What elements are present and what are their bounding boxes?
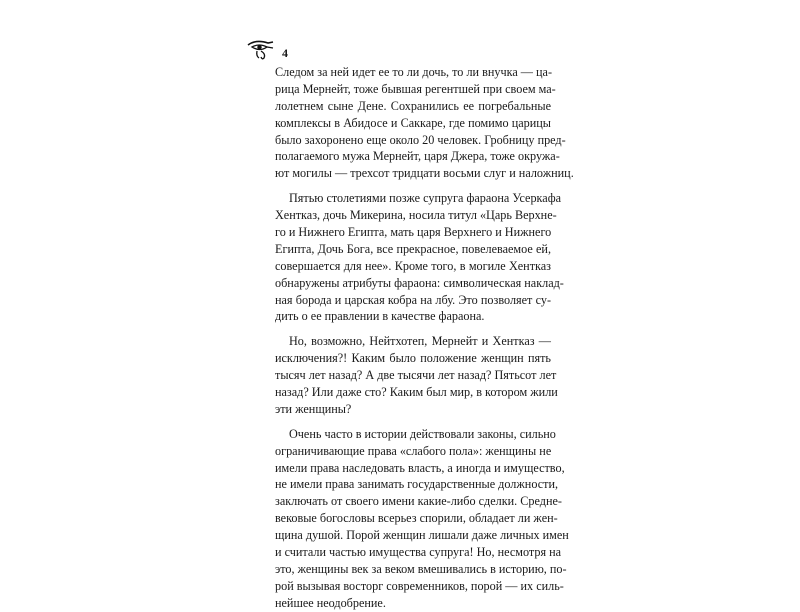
text-line: эти женщины?	[275, 401, 352, 416]
text-line: полагаемого мужа Мернейт, царя Джера, тоже окружа-	[275, 149, 560, 164]
text-line: тысяч лет назад? А две тысячи лет назад? Пятьсот лет	[275, 368, 557, 383]
text-line: Хентказ, дочь Микерина, носила титул «Царь Верхне-	[275, 208, 557, 223]
text-line: и считали частью имущества супруга! Но, несмотря на	[275, 545, 562, 560]
text-line: это, женщины век за веком вмешивались в историю, по-	[275, 561, 567, 576]
text-line: лолетнем сыне Дене. Сохранились ее погребальные	[275, 98, 551, 113]
text-line: нейшее неодобрение.	[275, 595, 386, 610]
eye-of-horus-icon	[246, 39, 276, 61]
text-line: вековые богословы всерьез спорили, обладает ли жен-	[275, 511, 558, 526]
text-line: Следом за ней идет ее то ли дочь, то ли внучка — ца-	[275, 65, 553, 79]
text-line: было захоронено еще около 20 человек. Гробницу пред-	[275, 132, 566, 147]
paragraph-1	[275, 64, 574, 182]
paragraph-4	[275, 426, 569, 612]
text-line: совершается для нее». Кроме того, в могиле Хентказ	[275, 258, 551, 273]
text-line: ная борода и царская кобра на лбу. Это позволяет су-	[275, 292, 551, 307]
text-line: рица Мернейт, тоже бывшая регентшей при своем ма-	[275, 81, 556, 96]
text-line: комплексы в Абидосе и Саккаре, где помимо царицы	[275, 115, 551, 130]
text-line: ограничивающие права «слабого пола»: женщины не	[275, 443, 552, 458]
paragraph-2	[275, 190, 564, 325]
text-line: дить о ее правлении в качестве фараона.	[275, 309, 485, 324]
body-text	[275, 64, 574, 612]
text-line: щина душой. Порой женщин лишали даже личных имен	[275, 528, 569, 543]
text-line: не имели права занимать государственные должности,	[275, 477, 559, 492]
text-line: го и Нижнего Египта, мать царя Верхнего и Нижнего	[275, 225, 552, 240]
page-number: 4	[282, 45, 288, 60]
text-line: Но, возможно, Нейтхотеп, Мернейт и Хентказ —	[289, 334, 551, 349]
text-line: Египта, Дочь Бога, все прекрасное, повелеваемое ей,	[275, 241, 551, 256]
text-line: заключать от своего имени какие-либо сделки. Средне-	[275, 494, 562, 509]
text-line: Очень часто в истории действовали законы, сильно	[289, 426, 556, 441]
text-line: рой вызывая восторг современников, порой — их силь-	[275, 578, 564, 593]
text-line: назад? Или даже сто? Каким был мир, в котором жили	[275, 385, 558, 400]
text-line: обнаружены атрибуты фараона: символическая наклад-	[275, 275, 564, 290]
text-line: ют могилы — трехсот тридцати восьми слуг и наложниц.	[275, 166, 574, 181]
paragraph-3	[275, 333, 558, 417]
page-header	[246, 38, 288, 62]
text-line: Пятью столетиями позже супруга фараона Усеркафа	[289, 191, 562, 206]
text-line: исключения?! Каким было положение женщин пять	[275, 351, 551, 366]
text-line: имели права наследовать власть, а иногда и имущество,	[275, 460, 565, 475]
